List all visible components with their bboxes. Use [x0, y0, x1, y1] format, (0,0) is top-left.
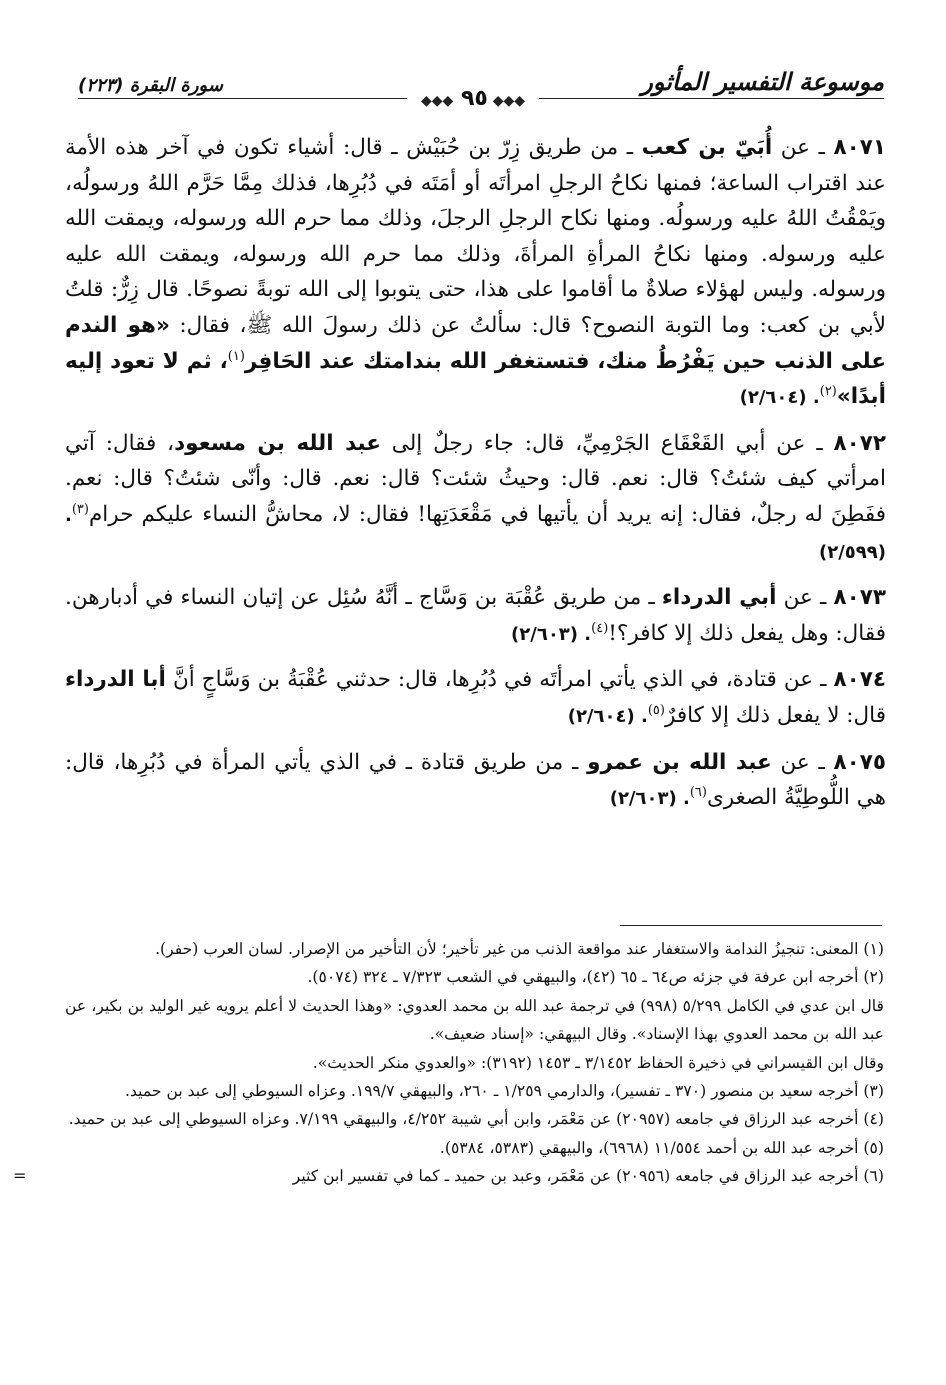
hadith-8072: [65, 426, 886, 570]
footnote-marker[interactable]: (٤): [591, 620, 609, 636]
volume-reference: . (٢/٥٩٩): [65, 504, 886, 563]
hadith-number: ٨٠٧٣: [833, 585, 886, 611]
volume-reference: . (٢/٦٠٣): [511, 623, 592, 645]
text-segment: ـ عن أبي القَعْقَاع الجَرْمِيِّ، قال: جاء رجلٌ إلى: [380, 430, 834, 456]
narrator-name: عبد الله بن مسعود: [174, 430, 381, 456]
footnote-marker[interactable]: (٢): [819, 384, 837, 399]
hadith-number: ٨٠٧٢: [833, 430, 886, 456]
page-number-wrap: [0, 86, 946, 111]
footnote-1: (١) المعنى: تنجيزُ الندامة والاستغفار عند مواقعة الذنب من غير تأخير؛ لأن التأخير من الإصرار. لسان العرب (حفر).: [155, 940, 884, 958]
text-segment: ـ عن: [772, 135, 834, 160]
page-number-value: ٩٥: [460, 86, 488, 111]
footnote-marker[interactable]: (٥): [647, 702, 665, 718]
continuation-mark: =: [13, 1166, 27, 1186]
text-segment: ـ من طريق قتادة ـ في الذي يأتي المرأة في دُبُرِها، قال: هي اللُّوطِيَّةُ الصغرى: [65, 749, 886, 811]
footnote-2-note-a: قال ابن عدي في الكامل ٥/٢٩٩ (٩٩٨) في ترجمة عبد الله بن محمد العدوي: «وهذا الحديث لا أعلم يرويه غير الوليد بن بكير، عن عبد الله بن محمد العدوي بهذا الإسناد». وقال البيهقي: «إسناد ضعيف».: [65, 996, 884, 1044]
hadith-number: ٨٠٧١: [833, 135, 887, 160]
footnote-marker[interactable]: (٦): [689, 784, 707, 800]
prophetic-quote: ثم لا تعود إليه أبدًا»: [65, 348, 886, 410]
hadith-8074: [65, 662, 886, 734]
hadith-8073: [65, 580, 886, 652]
text-segment: ، فقال: آتي امرأتي كيف شئتُ؟ قال: نعم. قال: وحيثُ شئت؟ قال: نعم. قال: وأنّى شئتُ؟ قال: نعم. ففَطِنَ له رجلٌ، فقال: إنه يريد أن يأتيها في مَقْعَدَتِها! فقال: لا، محاشُّ النساء عليكم حرام: [65, 430, 886, 527]
footnote-separator: [620, 925, 882, 926]
narrator-name: أُبَيّ بن كعب: [641, 135, 773, 160]
narrator-name: أبي الدرداء: [661, 585, 777, 611]
footnote-4: (٤) أخرجه عبد الرزاق في جامعه (٢٠٩٥٧) عن مَعْمَر، وابن أبي شيبة ٤/٢٥٢، والبيهقي ٧/١٩٩. وعزاه السيوطي إلى عبد بن حميد.: [68, 1110, 884, 1129]
text-segment: ـ عن: [776, 585, 834, 611]
main-text: [65, 130, 886, 827]
page-number: [407, 86, 539, 111]
footnote-5: (٥) أخرجه عبد الله بن أحمد ١١/٥٥٤ (٦٩٦٨)، والبيهقي (٥٣٨٣، ٥٣٨٤).: [439, 1138, 884, 1157]
footnote-3: (٣) أخرجه سعيد بن منصور (٣٧٠ ـ تفسير)، والدارمي ١/٢٥٩ ـ ٢٦٠، والبيهقي ١٩٩/٧. وعزاه السيوطي إلى عبد بن حميد.: [125, 1082, 884, 1101]
footnote-2-note-b: وقال ابن القيسراني في ذخيرة الحفاظ ٣/١٤٥٢ ـ ١٤٥٣ (٣١٩٢): «والعدوي منكر الحديث».: [312, 1053, 884, 1072]
surah-label: سورة البقرة (٢٢٣): [78, 75, 223, 96]
text-segment: ـ من طريق عُقْبَة بن وَسَّاج ـ أنَّهُ سُئِل عن إتيان النساء في أدبارهن. فقال: وهل يفعل ذلك إلا كافر؟!: [65, 585, 886, 646]
ornament-icon: ◆◆◆: [420, 93, 454, 109]
text-segment: ـ عن: [771, 749, 834, 775]
text-segment: ـ عن قتادة، في الذي يأتي امرأتَه في دُبُرِها، قال: حدثني عُقْبَةُ بن وَسَّاجٍ أنَّ: [165, 667, 834, 693]
volume-reference: . (٢/٦٠٣): [609, 788, 690, 810]
volume-reference: . (٢/٦٠٤): [567, 705, 648, 727]
text-segment: قال: لا يفعل ذلك إلا كافرٌ: [664, 702, 886, 728]
narrator-name: أبا الدرداء: [65, 667, 166, 693]
ornament-icon: ◆◆◆: [487, 93, 526, 109]
hadith-number: ٨٠٧٥: [833, 749, 887, 775]
footnote-2: (٢) أخرجه ابن عرفة في جزئه ص٦٤ ـ ٦٥ (٤٢)، والبيهقي في الشعب ٧/٣٢٣ ـ ٣٢٤ (٥٠٧٤).: [307, 968, 884, 987]
text-segment: ـ من طريق زِرّ بن حُبَيْش ـ قال: أشياء تكون في آخر هذه الأمة عند اقتراب الساعة؛ فمنها نكاحُ الرجلِ امرأتَه أو أمَتَه في دُبُرِها، فذلك مِمَّا حَرَّم اللهُ ورسولُه، ويَمْقُتُ اللهُ عليه ورسولُه. ومنها نكاح الرجلِ الرجلَ، وذلك مما حرم الله ورسوله، ويمقت الله عليه ورسوله. ومنها نكاحُ المرأةِ المرأةَ، وذلك مما حرم الله ورسوله، ويمقت الله عليه ورسوله. وليس لهؤلاء صلاةٌ ما أقاموا على هذا، حتى يتوبوا إلى الله توبةً نصوحًا. قال زِرٌّ: قلتُ لأبي بن كعب: وما التوبة النصوح؟ قال: سألتُ عن ذلك رسولَ الله ﷺ، فقال:: [65, 135, 886, 338]
hadith-8071: [65, 130, 886, 416]
footnote-6: [13, 1162, 884, 1190]
footnote-marker[interactable]: (٣): [71, 501, 89, 517]
narrator-name: عبد الله بن عمرو: [587, 749, 772, 775]
volume-reference: . (٢/٦٠٤): [739, 387, 820, 409]
hadith-8075: [65, 745, 886, 817]
book-title: موسوعة التفسير المأثور: [641, 68, 884, 96]
footnote-marker[interactable]: (١): [227, 348, 245, 364]
footnotes-section: [13, 935, 884, 1191]
text-segment: ،: [211, 348, 228, 374]
hadith-number: ٨٠٧٤: [833, 667, 886, 693]
prophetic-quote: «هو الندم على الذنب حين يَفْرُطُ منك، فتستغفر الله بندامتك عند الحَافِر: [65, 312, 887, 374]
footnote-6-text: (٦) أخرجه عبد الرزاق في جامعه (٢٠٩٥٦) عن مَعْمَر، وعبد بن حميد ـ كما في تفسير ابن كثير: [292, 1167, 884, 1186]
